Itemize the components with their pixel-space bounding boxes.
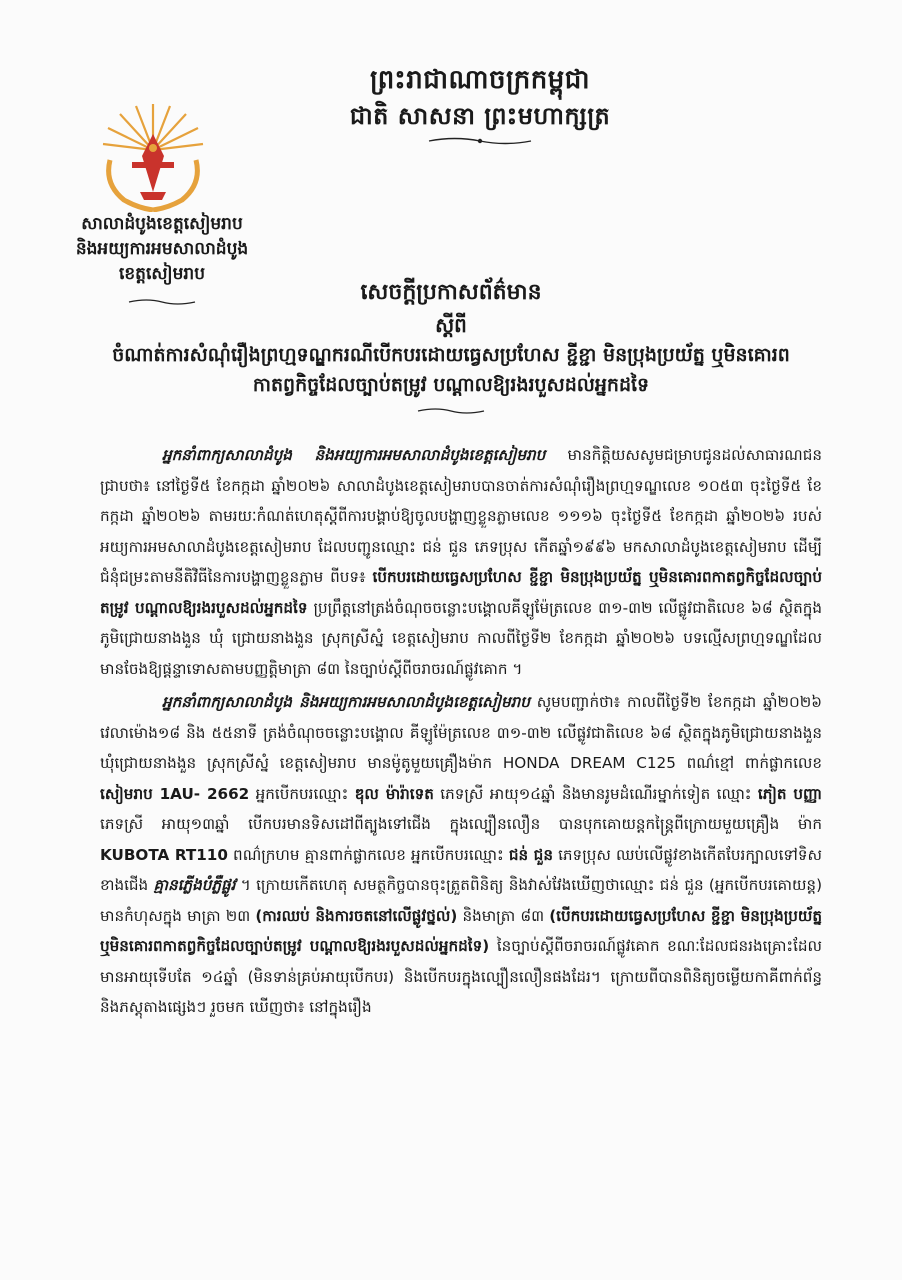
- paragraph-text: ភេទស្រី អាយុ១៤ឆ្នាំ និងមានរូមដំណើរម្នាក់ទៀត ឈ្មោះ: [433, 784, 758, 803]
- spokesperson-lead: អ្នកនាំពាក្យសាលាដំបូង និងអយ្យការអមសាលាដំបូងខេត្តសៀមរាប: [162, 693, 530, 711]
- document-title-block: [80, 276, 822, 416]
- rider-name: ឌុល ម៉ារ៉ាទេត: [354, 784, 434, 803]
- paragraph-text: អ្នកបើកបរឈ្មោះ: [249, 784, 355, 803]
- article-83-text: (បើកបរដោយធ្វេសប្រហែស ខ្ជីខ្ជា មិនប្រុងប្រយ័ត្ន ឬមិនគោរពកាតព្វកិច្ចដែលច្បាប់តម្រូវ បណ្តាលឱ្យរងរបួសដល់អ្នកដទៃ): [100, 906, 822, 955]
- paragraph-text: និងមាត្រា ៨៣: [457, 906, 550, 925]
- article-23-text: (ការឈប់ និងការចតនៅលើផ្លូវថ្នល់): [255, 906, 458, 925]
- title-about: ស្តីពី: [435, 313, 467, 337]
- document-title: សេចក្តីប្រកាសព័ត៌មាន: [360, 280, 542, 305]
- paragraph-text: ពណ៌ក្រហម គ្មានពាក់ផ្លាកលេខ អ្នកបើកបរឈ្មោះ: [227, 845, 509, 864]
- charge-text: បើកបរដោយធ្វេសប្រហែស ខ្ជីខ្ជា មិនប្រុងប្រយ័ត្ន ឬមិនគោរពកាតព្វកិច្ចដែលច្បាប់តម្រូវ បណ្តាលឱ្យរងរបួសដល់អ្នកដទៃ: [100, 568, 822, 617]
- no-light-text: គ្មានភ្លើងបំភ្លឺផ្លូវ: [153, 876, 236, 894]
- issuer-line-1: សាលាដំបូងខេត្តសៀមរាប: [81, 214, 243, 234]
- motorbike-model: HONDA DREAM C125: [502, 754, 676, 772]
- document-subject: ចំណាត់ការសំណុំរឿងព្រហ្មទណ្ឌករណីបើកបរដោយធ្វេសប្រហែស ខ្ជីខ្ជា មិនប្រុងប្រយ័ត្ន ឬមិនគោរពកាតព្វកិច្ចដែលច្បាប់តម្រូវ បណ្តាលឱ្យរងរបួសដល់អ្នកដទៃ: [112, 344, 790, 396]
- driver-name: ជន់ ជួន: [508, 845, 553, 864]
- kingdom-name: ព្រះរាជាណាចក្រកម្ពុជា: [370, 65, 590, 95]
- letterhead: [300, 62, 660, 148]
- paragraph-text: ពណ៌ខ្មៅ ពាក់ផ្លាកលេខ: [675, 754, 822, 772]
- document-body: [100, 440, 822, 1026]
- paragraph-text: ប្រព្រឹត្តនៅត្រង់ចំណុចចន្លោះបង្គោលគីឡូម៉ែត្រលេខ ៣១-៣២ លើផ្លូវជាតិលេខ ៦៨ ស្ថិតក្នុងភូមិជ្រោយនាងងួន ឃុំ ជ្រោយនាងងួន ស្រុកស្រីស្នំ ខេត្តសៀមរាប កាលពីថ្ងៃទី២ ខែកក្កដា ឆ្នាំ២០២៦ បទល្មើសព្រហ្មទណ្ឌដែលមានចែងឱ្យផ្តន្ទាទោសតាមបញ្ញត្តិមាត្រា ៨៣ នៃច្បាប់ស្តីពីចរាចរណ៍ផ្លូវគោក ។: [100, 598, 822, 678]
- paragraph-text: នៃច្បាប់ស្តីពីចរាចរណ៍ផ្លូវគោក ខណៈដែលជនរងគ្រោះដែលមានអាយុទើបតែ ១៤ឆ្នាំ (មិនទាន់គ្រប់អាយុបើកបរ) និងបើកបរក្នុងល្បឿនលឿនផងដែរ។ ក្រោយពីបានពិនិត្យចម្លើយកាគីពាក់ព័ន្ធ និងភស្តុតាងផ្សេងៗ រួចមក ឃើញថា៖ នៅក្នុងរឿង: [100, 937, 822, 1016]
- passenger-name: ភៀត បញ្ញា: [757, 784, 823, 803]
- paragraph-1: [100, 440, 822, 684]
- spokesperson-lead: អ្នកនាំពាក្យសាលាដំបូង និងអយ្យការអមសាលាដំបូងខេត្តសៀមរាប: [162, 446, 546, 464]
- paragraph-text: ភេទស្រី អាយុ១៣ឆ្នាំ បើកបរមានទិសដៅពីត្បូងទៅជើង ក្នុងល្បឿនលឿន បានបុកគោយន្តកន្ត្រៃពីក្រោយមួយគ្រឿង ម៉ាក: [100, 815, 822, 833]
- paragraph-text: មានកិត្តិយសសូមជម្រាបជូនដល់សាធារណជនជ្រាបថា៖ នៅថ្ងៃទី៥ ខែកក្កដា ឆ្នាំ២០២៦ សាលាដំបូងខេត្តសៀមរាបបានចាត់ការសំណុំរឿងព្រហ្មទណ្ឌលេខ ១០៥៣ ចុះថ្ងៃទី៥ ខែកក្កដា ឆ្នាំ២០២៦ តាមរយៈកំណត់ហេតុស្តីពីការបង្គាប់ឱ្យចូលបង្ហាញខ្លួនភ្លាមលេខ ១១១៦ ចុះថ្ងៃទី៥ ខែកក្កដា ឆ្នាំ២០២៦ របស់អយ្យការអមសាលាដំបូងខេត្តសៀមរាប ដែលបញ្ជូនឈ្មោះ ជន់ ជួន ភេទប្រុស កើតឆ្នាំ១៩៩៦ មកសាលាដំបូងខេត្តសៀមរាប ដើម្បីជំនុំជម្រះតាមនីតិវិធីនៃការបង្ហាញខ្លួនភ្លាម ពីបទ៖: [100, 446, 822, 586]
- issuer-line-3: ខេត្តសៀមរាប: [119, 264, 205, 284]
- issuer-line-2: និងអយ្យការអមសាលាដំបូង: [75, 239, 249, 259]
- decorative-flourish-icon: [416, 406, 486, 416]
- paragraph-2: [100, 687, 822, 1023]
- plate-number: សៀមរាប 1AU- 2662: [100, 784, 250, 803]
- decorative-flourish-icon: [425, 134, 535, 148]
- tractor-model: KUBOTA RT110: [100, 845, 228, 864]
- national-motto: ជាតិ សាសនា ព្រះមហាក្សត្រ: [349, 102, 611, 130]
- paragraph-text: សូមបញ្ជាក់ថា៖ កាលពីថ្ងៃទី២ ខែកក្កដា ឆ្នាំ២០២៦ វេលាម៉ោង១៨ និង ៥៥នាទី ត្រង់ចំណុចចន្លោះបង្គោល គីឡូម៉ែត្រលេខ ៣១-៣២ លើផ្លូវជាតិលេខ ៦៨ ស្ថិតក្នុងភូមិជ្រោយនាងងួន ឃុំជ្រោយនាងងួន ស្រុកស្រីស្នំ ខេត្តសៀមរាប មានម៉ូតូមួយគ្រឿងម៉ាក: [100, 693, 822, 772]
- court-emblem-icon: [98, 100, 208, 212]
- paragraph-text: ។ ក្រោយកើតហេតុ សមត្ថកិច្ចបានចុះត្រួតពិនិត្យ និងវាស់វែងឃើញថាឈ្មោះ ជន់ ជួន (អ្នកបើកបរគោយន្ត) មានកំហុសក្នុង មាត្រា ២៣: [100, 876, 822, 925]
- paragraph-text: ភេទប្រុស ឈប់លើផ្លូវខាងកើតបែរក្បាលទៅទិសខាងជើង: [100, 845, 822, 894]
